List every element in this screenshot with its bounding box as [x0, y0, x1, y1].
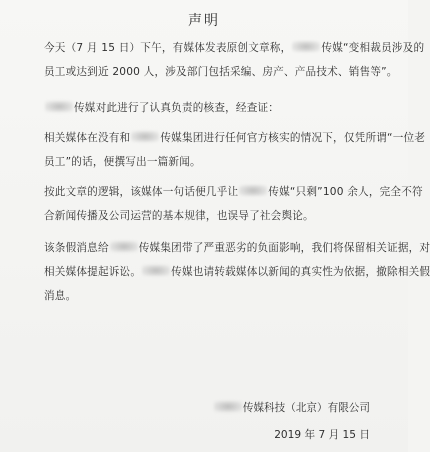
paragraph-2-line-1	[44, 96, 382, 120]
redacted-name-blur	[45, 101, 73, 112]
document-title: 声明	[188, 13, 220, 29]
paragraph-3-line-2: 员工”的话，便撰写出一篇新闻。	[44, 156, 201, 168]
paragraph-5	[44, 236, 430, 308]
redacted-name-blur	[239, 185, 267, 196]
signature-company-text: 传媒科技（北京）有限公司	[242, 402, 370, 414]
redacted-name-blur	[292, 41, 320, 52]
redacted-name-blur	[142, 265, 170, 276]
paragraph-4	[44, 180, 423, 228]
paragraph-1-text-b: 传媒“变相裁员涉及的	[321, 42, 425, 54]
redacted-name-blur	[214, 401, 242, 412]
paragraph-2-text: 传媒对此进行了认真负责的核查，经查证：	[74, 102, 280, 114]
paragraph-3-text-a: 相关媒体在没有和	[44, 132, 131, 144]
paragraph-5-line-1	[44, 236, 430, 260]
paragraph-1	[44, 36, 425, 84]
paragraph-5-line-3: 消息。	[44, 290, 77, 302]
paragraph-3-line-1	[44, 126, 426, 150]
paragraph-4-text-b: 传媒“只剩”100 余人，完全不符	[268, 186, 423, 198]
paragraph-3-text-b: 传媒集团进行任何官方核实的情况下，仅凭所谓“一位老	[160, 132, 426, 144]
paragraph-2	[44, 96, 382, 120]
paragraph-1-line-1	[44, 36, 425, 60]
paragraph-5-line-2	[44, 260, 430, 284]
paragraph-3	[44, 126, 426, 174]
paragraph-5-text-d: 传媒也请转载媒体以新闻的真实性为依据，撤除相关假	[171, 266, 430, 278]
redacted-name-blur	[110, 241, 138, 252]
paragraph-4-line-1	[44, 180, 423, 204]
paragraph-4-line-2: 合新闻传播及公司运营的基本规律，也误导了社会舆论。	[44, 210, 314, 222]
paragraph-5-text-a: 该条假消息给	[44, 242, 109, 254]
paragraph-4-text-a: 按此文章的逻辑，该媒体一句话便几乎让	[44, 186, 239, 198]
signature-company	[213, 400, 370, 415]
signature-date: 2019 年 7 月 15 日	[274, 429, 370, 441]
paragraph-5-text-b: 传媒集团带了严重恶劣的负面影响，我们将保留相关证据，对	[138, 242, 430, 254]
paragraph-1-line-2: 员工或达到近 2000 人，涉及部门包括采编、房产、产品技术、销售等”。	[44, 66, 398, 78]
paragraph-1-text-a: 今天（7 月 15 日）下午，有媒体发表原创文章称，	[44, 42, 292, 54]
paragraph-5-text-c: 相关媒体提起诉讼。	[44, 266, 142, 278]
redacted-name-blur	[131, 131, 159, 142]
